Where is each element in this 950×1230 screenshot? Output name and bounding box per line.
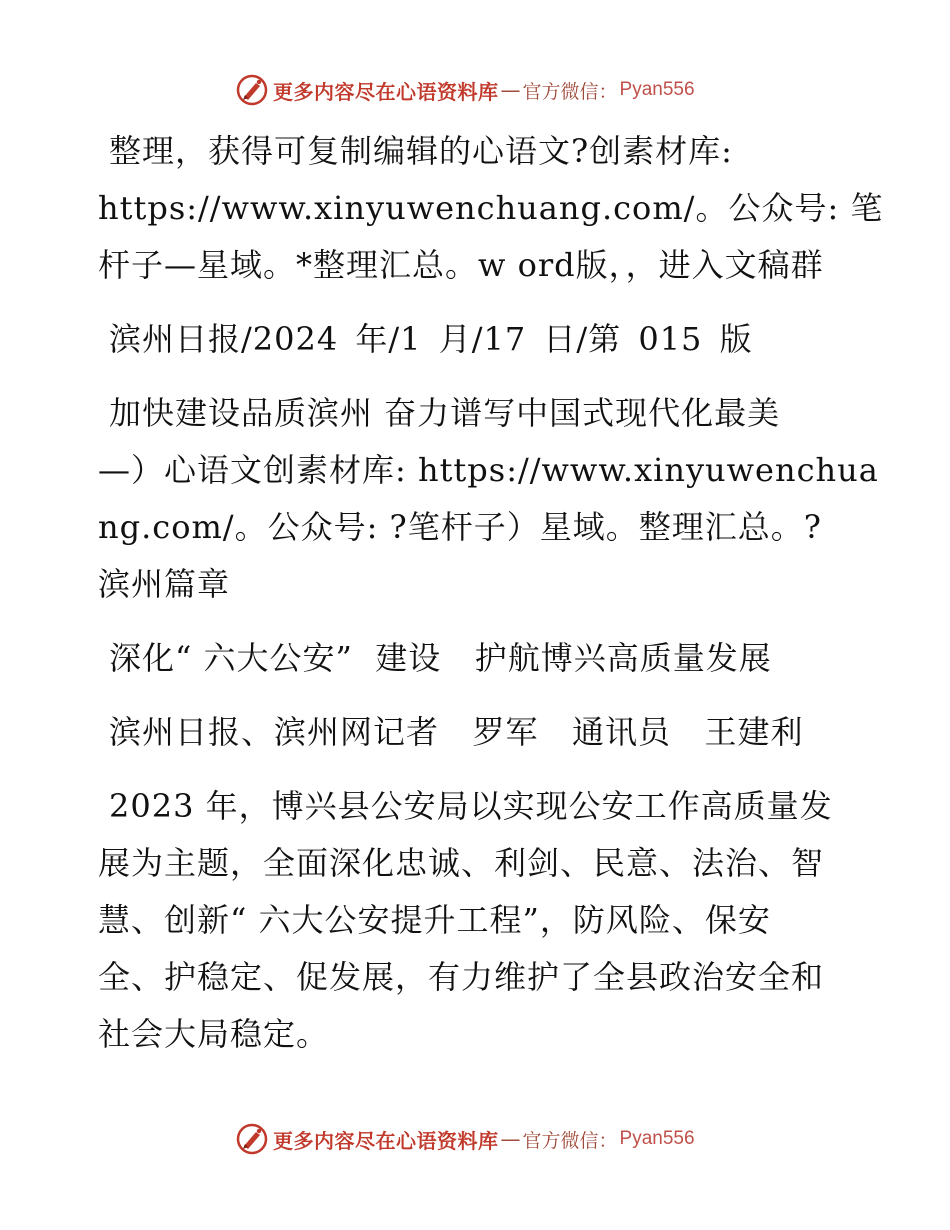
footer-banner	[235, 1121, 695, 1157]
brush-pen-logo-icon	[235, 73, 269, 107]
intro-line: 杆子—星域。*整理汇总。w ord版，，进入文稿群	[98, 246, 824, 284]
article-byline: 滨州日报、滨州网记者 罗军 通讯员 王建利	[109, 713, 804, 751]
body-line: 全、护稳定、促发展，有力维护了全县政治安全和	[98, 958, 825, 996]
header-banner	[235, 72, 695, 108]
column-title-line: ng.com/。公众号: ?笔杆子）星域。整理汇总。?	[98, 508, 822, 546]
article-headline: 深化“ 六大公安” 建设 护航博兴高质量发展	[109, 639, 772, 677]
source-line: 滨州日报/2024 年/1 月/17 日/第 015 版	[109, 320, 753, 358]
banner-separator: —	[500, 1127, 521, 1151]
intro-line: https://www.xinyuwenchuang.com/。公众号: 笔	[98, 189, 884, 227]
banner-text: 更多内容尽在心语资料库	[273, 1128, 499, 1153]
banner-separator: —	[500, 78, 521, 102]
column-title-line: 加快建设品质滨州 奋力谱写中国式现代化最美	[109, 394, 781, 432]
body-line: 社会大局稳定。	[98, 1015, 330, 1053]
brush-pen-logo-icon	[235, 1122, 269, 1156]
body-line: 慧、创新“ 六大公安提升工程”，防风险、保安	[98, 901, 771, 939]
intro-line: 整理，获得可复制编辑的心语文?创素材库:	[109, 132, 733, 170]
banner-wechat-id: Pyan556	[619, 1128, 695, 1149]
banner-wechat-label: 官方微信：	[522, 1129, 618, 1152]
banner-text: 更多内容尽在心语资料库	[273, 79, 499, 104]
column-title-line: —）心语文创素材库: https://www.xinyuwenchua	[98, 451, 879, 489]
banner-wechat-id: Pyan556	[619, 79, 695, 100]
column-title-line: 滨州篇章	[98, 565, 231, 603]
banner-wechat-label: 官方微信：	[522, 80, 618, 103]
body-line: 展为主题，全面深化忠诚、利剑、民意、法治、智	[98, 844, 825, 882]
body-line: 2023 年，博兴县公安局以实现公安工作高质量发	[109, 787, 833, 825]
document-body	[98, 123, 884, 1063]
